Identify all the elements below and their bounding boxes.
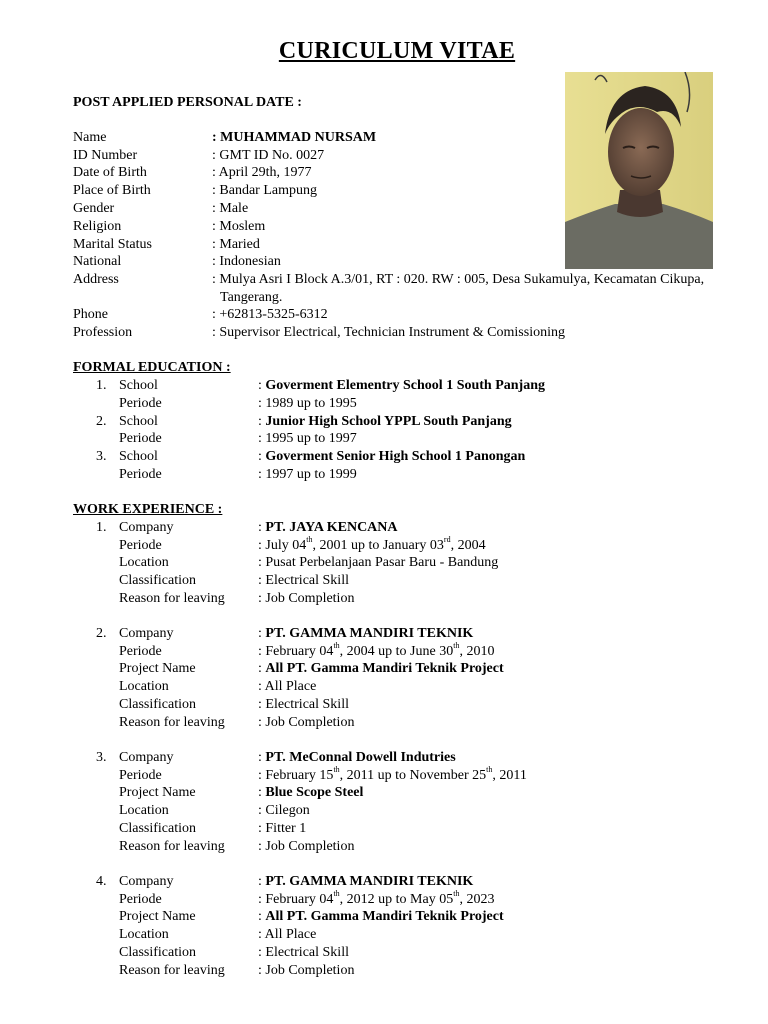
list-number: 2. <box>96 414 107 429</box>
personal-row-address <box>0 271 768 289</box>
list-number: 1. <box>96 520 107 535</box>
periode-value: : February 15th, 2011 up to November 25th, 2011 <box>258 765 527 783</box>
personal-row-phone <box>0 306 768 324</box>
work-row-periode <box>0 891 768 909</box>
personal-label: Name <box>73 130 107 145</box>
personal-row-marital <box>0 236 768 254</box>
education-row-school <box>0 448 768 466</box>
item-label: Reason for leaving <box>119 591 225 606</box>
personal-value: : Supervisor Electrical, Technician Instrument & Comissioning <box>212 325 565 340</box>
personal-label: Religion <box>73 219 122 234</box>
colon: : <box>258 909 266 924</box>
personal-row-address-cont <box>0 289 768 307</box>
colon: : <box>258 626 266 641</box>
work-row-project <box>0 660 768 678</box>
personal-label: Profession <box>73 325 133 340</box>
personal-row-id <box>0 147 768 165</box>
item-label: Classification <box>119 945 196 960</box>
personal-row-religion <box>0 218 768 236</box>
colon: : <box>258 378 266 393</box>
colon: : <box>258 449 266 464</box>
education-row-periode <box>0 466 768 484</box>
colon: : <box>258 785 266 800</box>
periode-value: : February 04th, 2012 up to May 05th, 2023 <box>258 889 495 907</box>
personal-label: National <box>73 254 122 269</box>
item-label: School <box>119 414 158 429</box>
item-value: : Job Completion <box>258 715 355 730</box>
colon: : <box>258 750 266 765</box>
item-label: Periode <box>119 644 162 659</box>
personal-value: : GMT ID No. 0027 <box>212 148 325 163</box>
personal-value: : Moslem <box>212 219 266 234</box>
item-label: Periode <box>119 538 162 553</box>
personal-label: Date of Birth <box>73 165 147 180</box>
personal-value: : Mulya Asri I Block A.3/01, RT : 020. RW : 005, Desa Sukamulya, Kecamatan Cikupa, <box>212 272 705 287</box>
personal-row-national <box>0 253 768 271</box>
item-label: Location <box>119 927 169 942</box>
list-number: 1. <box>96 378 107 393</box>
periode-value: : February 04th, 2004 up to June 30th, 2010 <box>258 641 495 659</box>
colon: : <box>258 520 266 535</box>
personal-value: : Maried <box>212 237 260 252</box>
item-label: Periode <box>119 467 162 482</box>
item-label: Periode <box>119 768 162 783</box>
school-name: Junior High School YPPL South Panjang <box>265 414 512 429</box>
education-row-periode <box>0 430 768 448</box>
item-label: Classification <box>119 697 196 712</box>
list-number: 2. <box>96 626 107 641</box>
item-value: : Job Completion <box>258 839 355 854</box>
item-value: : Pusat Perbelanjaan Pasar Baru - Bandung <box>258 555 499 570</box>
item-label: Company <box>119 626 174 641</box>
item-label: Reason for leaving <box>119 715 225 730</box>
item-value: : Electrical Skill <box>258 945 349 960</box>
personal-label: Marital Status <box>73 237 152 252</box>
item-label: Company <box>119 874 174 889</box>
list-number: 3. <box>96 750 107 765</box>
project-name: All PT. Gamma Mandiri Teknik Project <box>265 661 504 676</box>
work-row-classification <box>0 944 768 962</box>
work-row-project <box>0 784 768 802</box>
personal-label: ID Number <box>73 148 138 163</box>
item-value: : Electrical Skill <box>258 697 349 712</box>
list-number: 3. <box>96 449 107 464</box>
item-value: : 1995 up to 1997 <box>258 431 357 446</box>
personal-label: Place of Birth <box>73 183 151 198</box>
item-value: : All Place <box>258 679 317 694</box>
item-value: : Fitter 1 <box>258 821 307 836</box>
work-row-classification <box>0 572 768 590</box>
item-label: Project Name <box>119 785 196 800</box>
item-label: Location <box>119 803 169 818</box>
company-name: PT. GAMMA MANDIRI TEKNIK <box>265 626 474 641</box>
personal-row-name <box>0 129 768 147</box>
project-name: All PT. Gamma Mandiri Teknik Project <box>265 909 504 924</box>
item-label: Classification <box>119 573 196 588</box>
work-row-location <box>0 678 768 696</box>
personal-value: : +62813-5325-6312 <box>212 307 328 322</box>
cv-title: CURICULUM VITAE <box>278 38 516 64</box>
list-number: 4. <box>96 874 107 889</box>
work-row-location <box>0 926 768 944</box>
item-label: Project Name <box>119 661 196 676</box>
school-name: Goverment Senior High School 1 Panongan <box>265 449 526 464</box>
education-heading: FORMAL EDUCATION : <box>73 360 231 375</box>
personal-value: : April 29th, 1977 <box>212 165 312 180</box>
personal-row-profession <box>0 324 768 342</box>
item-value: : All Place <box>258 927 317 942</box>
personal-row-gender <box>0 200 768 218</box>
personal-label: Gender <box>73 201 115 216</box>
personal-data-heading: POST APPLIED PERSONAL DATE : <box>73 95 302 110</box>
personal-row-dob <box>0 164 768 182</box>
education-row-periode <box>0 395 768 413</box>
personal-value: : Male <box>212 201 249 216</box>
colon: : <box>258 661 266 676</box>
school-name: Goverment Elementry School 1 South Panjang <box>265 378 545 393</box>
company-name: PT. JAYA KENCANA <box>265 520 398 535</box>
item-label: Reason for leaving <box>119 963 225 978</box>
work-row-project <box>0 908 768 926</box>
work-row-reason <box>0 590 768 608</box>
periode-value: : July 04th, 2001 up to January 03rd, 2004 <box>258 535 486 553</box>
work-row-location <box>0 802 768 820</box>
personal-row-pob <box>0 182 768 200</box>
education-row-school <box>0 413 768 431</box>
colon: : <box>258 874 266 889</box>
education-row-school <box>0 377 768 395</box>
item-value: : 1997 up to 1999 <box>258 467 357 482</box>
item-label: Periode <box>119 396 162 411</box>
item-label: Location <box>119 679 169 694</box>
personal-label: Address <box>73 272 119 287</box>
work-row-periode <box>0 767 768 785</box>
work-row-classification <box>0 820 768 838</box>
work-row-periode <box>0 537 768 555</box>
item-value: : Electrical Skill <box>258 573 349 588</box>
personal-value: : MUHAMMAD NURSAM <box>212 130 377 145</box>
colon: : <box>258 414 266 429</box>
work-row-classification <box>0 696 768 714</box>
item-label: Classification <box>119 821 196 836</box>
item-label: School <box>119 378 158 393</box>
work-row-periode <box>0 643 768 661</box>
item-value: : Cilegon <box>258 803 310 818</box>
company-name: PT. GAMMA MANDIRI TEKNIK <box>265 874 474 889</box>
personal-label: Phone <box>73 307 108 322</box>
item-label: Periode <box>119 431 162 446</box>
work-row-reason <box>0 962 768 980</box>
work-row-reason <box>0 714 768 732</box>
personal-value: : Bandar Lampung <box>212 183 317 198</box>
work-row-company <box>0 749 768 767</box>
item-label: Project Name <box>119 909 196 924</box>
item-value: : Job Completion <box>258 591 355 606</box>
work-row-company <box>0 873 768 891</box>
item-label: School <box>119 449 158 464</box>
work-row-company <box>0 625 768 643</box>
item-label: Location <box>119 555 169 570</box>
work-heading: WORK EXPERIENCE : <box>73 502 223 517</box>
company-name: PT. MeConnal Dowell Indutries <box>265 750 456 765</box>
item-label: Periode <box>119 892 162 907</box>
item-label: Company <box>119 520 174 535</box>
item-value: : 1989 up to 1995 <box>258 396 357 411</box>
work-row-company <box>0 519 768 537</box>
personal-value-cont: Tangerang. <box>220 290 283 305</box>
work-row-reason <box>0 838 768 856</box>
project-name: Blue Scope Steel <box>265 785 364 800</box>
item-value: : Job Completion <box>258 963 355 978</box>
item-label: Reason for leaving <box>119 839 225 854</box>
personal-value: : Indonesian <box>212 254 281 269</box>
item-label: Company <box>119 750 174 765</box>
work-row-location <box>0 554 768 572</box>
